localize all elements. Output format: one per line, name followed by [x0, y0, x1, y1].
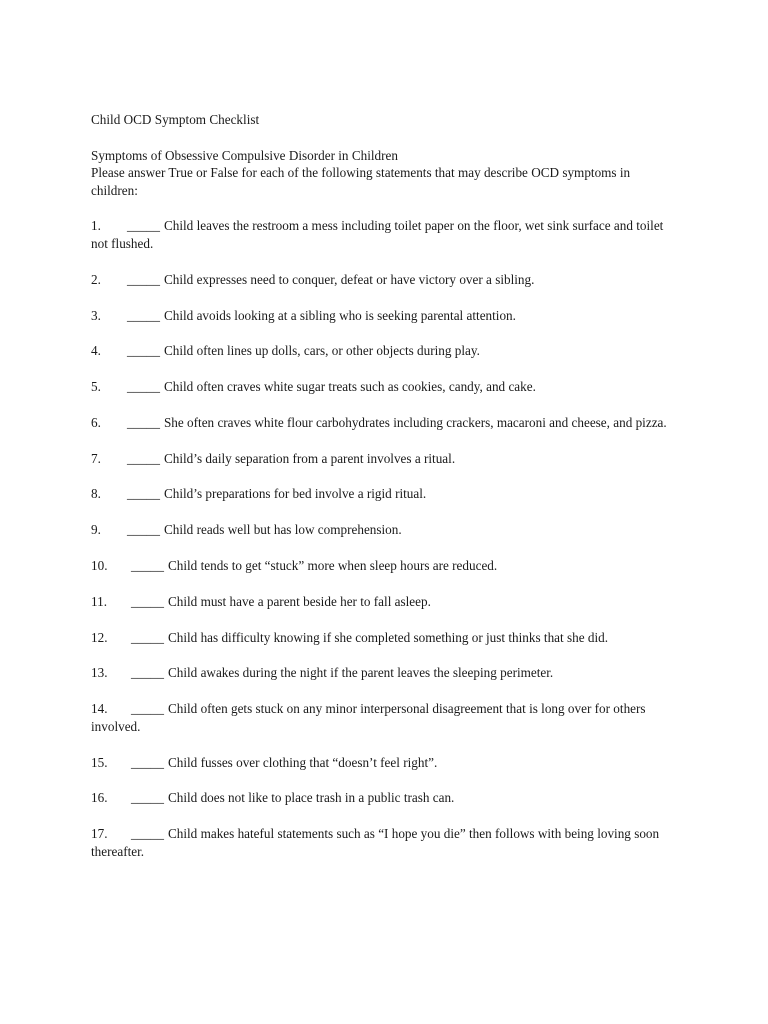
item-text: Child often craves white sugar treats such as cookies, candy, and cake. — [163, 379, 536, 395]
answer-blank: _____ — [131, 593, 164, 609]
answer-blank: _____ — [131, 826, 164, 842]
checklist-item — [91, 271, 671, 289]
document-subtitle: Symptoms of Obsessive Compulsive Disorder in Children — [91, 147, 398, 163]
answer-blank: _____ — [131, 790, 164, 806]
item-number: 10. — [91, 558, 108, 573]
answer-blank: _____ — [127, 450, 160, 466]
item-text: Child avoids looking at a sibling who is seeking parental attention. — [163, 307, 516, 323]
checklist-item — [91, 342, 671, 360]
item-number: 13. — [91, 665, 108, 681]
answer-blank: _____ — [131, 754, 164, 770]
item-number: 8. — [91, 486, 101, 502]
item-number: 9. — [91, 522, 101, 538]
item-text: She often craves white flour carbohydrates including crackers, macaroni and cheese, and pizza. — [163, 414, 667, 430]
answer-blank: _____ — [131, 558, 164, 573]
answer-blank: _____ — [127, 343, 160, 359]
item-text: Child’s preparations for bed involve a rigid ritual. — [163, 486, 427, 502]
checklist-item — [91, 217, 671, 252]
answer-blank: _____ — [127, 379, 160, 395]
answer-blank: _____ — [127, 307, 160, 323]
item-number: 15. — [91, 754, 108, 770]
answer-blank: _____ — [127, 486, 160, 502]
checklist-item — [91, 789, 671, 807]
item-text: Child often gets stuck on any minor interpersonal disagreement that is long over for others involved. — [91, 701, 646, 734]
checklist-item — [91, 485, 671, 503]
item-number: 1. — [91, 218, 101, 234]
checklist-item — [91, 307, 671, 325]
document-page — [91, 111, 671, 878]
checklist-item — [91, 378, 671, 396]
item-text: Child does not like to place trash in a public trash can. — [167, 790, 455, 806]
answer-blank: _____ — [127, 271, 160, 287]
item-text: Child must have a parent beside her to fall asleep. — [167, 593, 431, 609]
item-number: 4. — [91, 343, 101, 359]
item-text: Child awakes during the night if the parent leaves the sleeping perimeter. — [167, 665, 554, 681]
item-text: Child leaves the restroom a mess including toilet paper on the floor, wet sink surface and toilet not flushed. — [91, 218, 664, 251]
checklist-item — [91, 629, 671, 647]
intro-section — [91, 147, 671, 200]
item-text: Child has difficulty knowing if she completed something or just thinks that she did. — [167, 629, 608, 645]
checklist-item — [91, 414, 671, 432]
item-number: 2. — [91, 271, 101, 287]
item-number: 12. — [91, 629, 108, 645]
item-text: Child makes hateful statements such as “I hope you die” then follows with being loving soon thereafter. — [91, 826, 660, 859]
item-text: Child’s daily separation from a parent involves a ritual. — [163, 450, 456, 466]
item-number: 17. — [91, 826, 108, 842]
item-number: 6. — [91, 414, 101, 430]
item-text: Child expresses need to conquer, defeat or have victory over a sibling. — [163, 271, 535, 287]
checklist-item — [91, 754, 671, 772]
answer-blank: _____ — [127, 414, 160, 430]
checklist-item — [91, 664, 671, 682]
item-text: Child reads well but has low comprehension. — [163, 522, 402, 538]
checklist-item — [91, 557, 671, 575]
item-number: 7. — [91, 450, 101, 466]
answer-blank: _____ — [131, 629, 164, 645]
answer-blank: _____ — [131, 701, 164, 717]
item-number: 16. — [91, 790, 108, 806]
item-text: Child fusses over clothing that “doesn’t feel right”. — [167, 754, 438, 770]
instructions-text: Please answer True or False for each of the following statements that may describe OCD symptoms in children: — [91, 165, 631, 198]
checklist — [91, 217, 671, 860]
checklist-item — [91, 521, 671, 539]
item-number: 3. — [91, 307, 101, 323]
item-number: 5. — [91, 379, 101, 395]
answer-blank: _____ — [131, 665, 164, 681]
checklist-item — [91, 825, 671, 860]
answer-blank: _____ — [127, 218, 160, 234]
checklist-item — [91, 450, 671, 468]
checklist-item — [91, 700, 671, 735]
document-title: Child OCD Symptom Checklist — [91, 112, 260, 127]
item-number: 11. — [91, 593, 107, 609]
item-text: Child often lines up dolls, cars, or other objects during play. — [163, 343, 480, 359]
answer-blank: _____ — [127, 522, 160, 538]
item-number: 14. — [91, 701, 108, 717]
checklist-item — [91, 593, 671, 611]
item-text: Child tends to get “stuck” more when sleep hours are reduced. — [167, 558, 498, 573]
